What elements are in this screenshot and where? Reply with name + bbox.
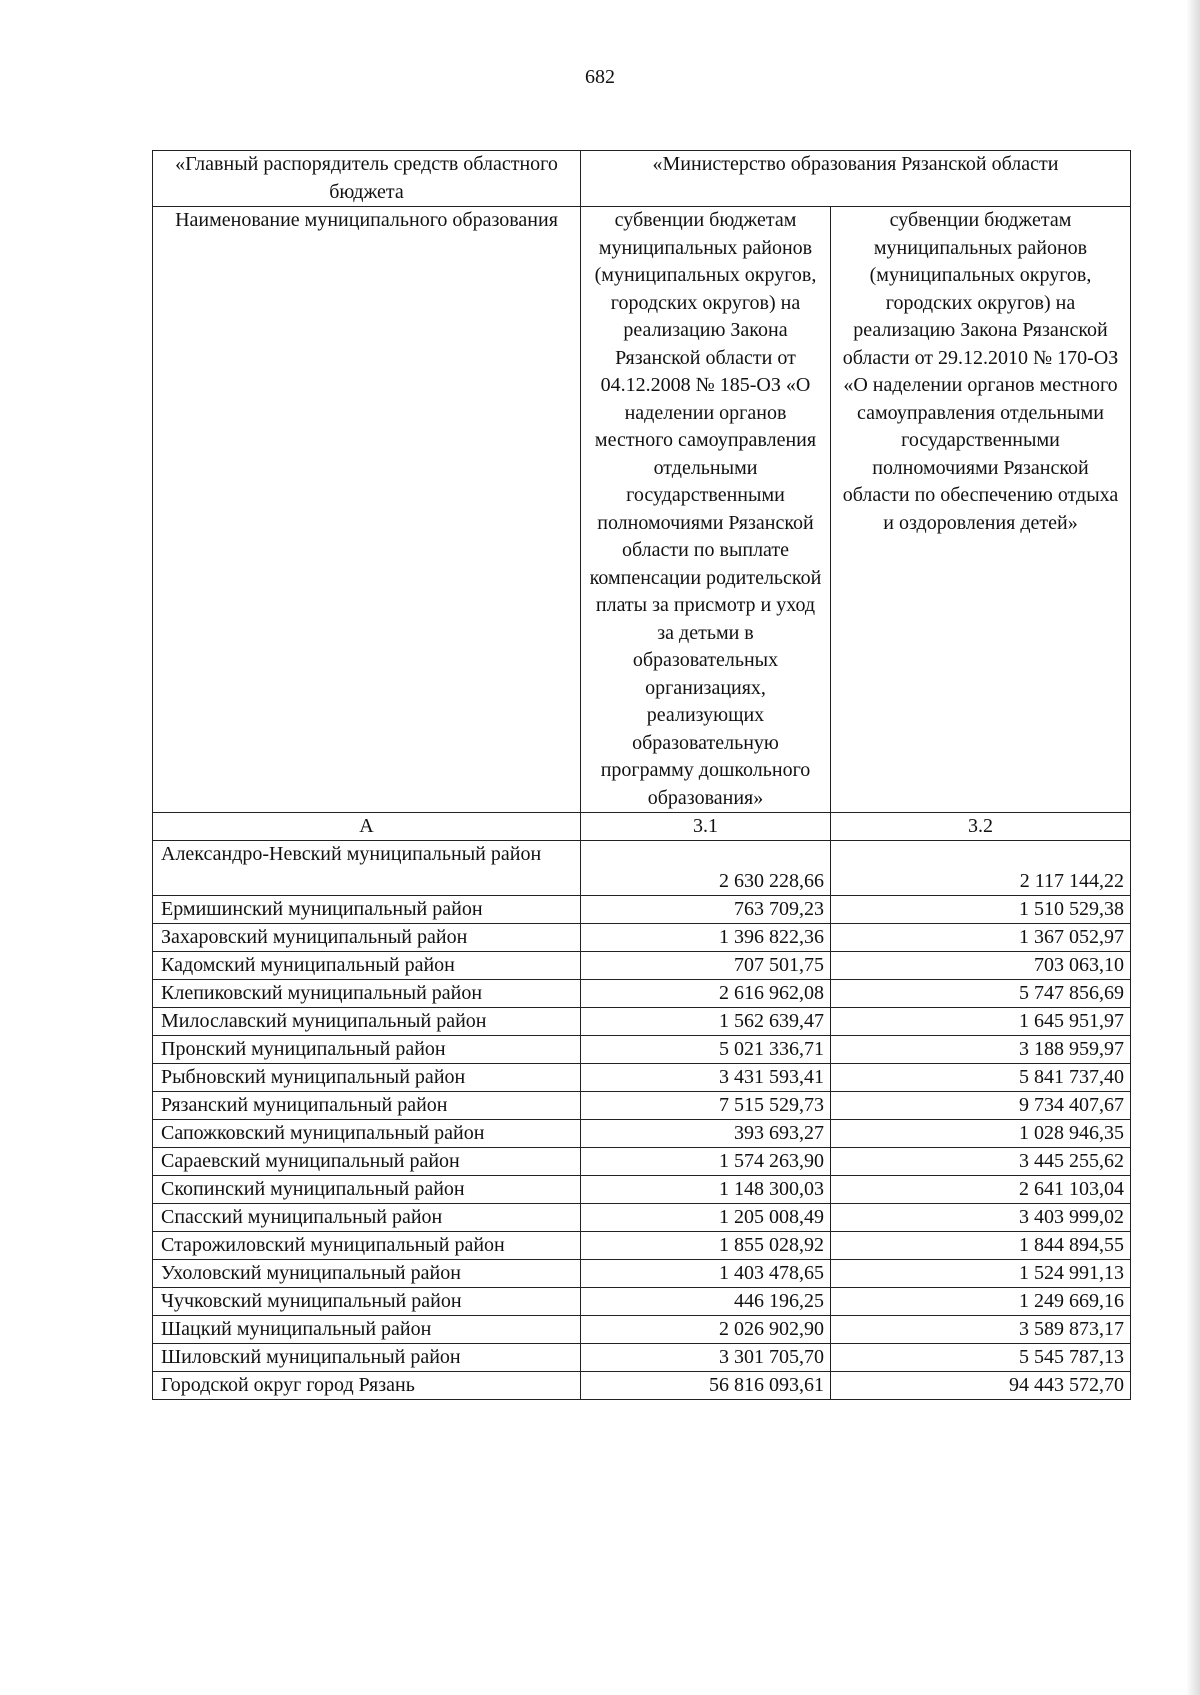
- value-3-1: 763 709,23: [581, 896, 831, 924]
- header-distributor-row: [153, 151, 1131, 207]
- page-number: 682: [585, 66, 615, 88]
- value-3-1: 707 501,75: [581, 952, 831, 980]
- distributor-label: «Главный распорядитель средств областного бюджета: [153, 151, 581, 207]
- value-3-1: 5 021 336,71: [581, 1036, 831, 1064]
- table-row: [153, 1344, 1131, 1372]
- municipality-name: Александро-Невский муниципальный район: [153, 841, 581, 896]
- index-3-2: 3.2: [831, 813, 1131, 841]
- budget-table: [152, 150, 1131, 1400]
- value-3-1: 1 403 478,65: [581, 1260, 831, 1288]
- value-3-1: 1 205 008,49: [581, 1204, 831, 1232]
- column-3-2-title: субвенции бюджетам муниципальных районов (муниципальных округов, городских округов) на реализацию Закона Рязанской области от 29.12.2010 № 170-ОЗ «О наделении органов местного самоуправления отдельными государственными полномочиями Рязанской области по обеспечению отдыха и оздоровления детей»: [831, 207, 1131, 813]
- table-row: [153, 1008, 1131, 1036]
- table-row: [153, 1372, 1131, 1400]
- value-3-2: 3 589 873,17: [831, 1316, 1131, 1344]
- value-3-2: 1 510 529,38: [831, 896, 1131, 924]
- value-3-2: 9 734 407,67: [831, 1092, 1131, 1120]
- table-row: [153, 1120, 1131, 1148]
- municipality-name: Шиловский муниципальный район: [153, 1344, 581, 1372]
- value-3-1: 1 396 822,36: [581, 924, 831, 952]
- municipality-name: Сараевский муниципальный район: [153, 1148, 581, 1176]
- column-name-label: Наименование муниципального образования: [153, 207, 581, 813]
- value-3-2: 1 844 894,55: [831, 1232, 1131, 1260]
- value-3-2: 703 063,10: [831, 952, 1131, 980]
- municipality-name: Пронский муниципальный район: [153, 1036, 581, 1064]
- municipality-name: Спасский муниципальный район: [153, 1204, 581, 1232]
- value-3-2: 1 645 951,97: [831, 1008, 1131, 1036]
- municipality-name: Кадомский муниципальный район: [153, 952, 581, 980]
- value-3-1: 7 515 529,73: [581, 1092, 831, 1120]
- municipality-name: Скопинский муниципальный район: [153, 1176, 581, 1204]
- value-3-2: 5 841 737,40: [831, 1064, 1131, 1092]
- table-row: [153, 1288, 1131, 1316]
- value-3-1: 1 574 263,90: [581, 1148, 831, 1176]
- value-3-1: 393 693,27: [581, 1120, 831, 1148]
- value-3-2: 1 249 669,16: [831, 1288, 1131, 1316]
- municipality-name: Ермишинский муниципальный район: [153, 896, 581, 924]
- table-row: [153, 1232, 1131, 1260]
- value-3-1: 1 562 639,47: [581, 1008, 831, 1036]
- table-row: [153, 896, 1131, 924]
- municipality-name: Рыбновский муниципальный район: [153, 1064, 581, 1092]
- municipality-name: Старожиловский муниципальный район: [153, 1232, 581, 1260]
- table-row: [153, 980, 1131, 1008]
- municipality-name: Ухоловский муниципальный район: [153, 1260, 581, 1288]
- value-3-1: 2 616 962,08: [581, 980, 831, 1008]
- table-row: [153, 1176, 1131, 1204]
- column-3-1-title: субвенции бюджетам муниципальных районов (муниципальных округов, городских округов) на реализацию Закона Рязанской области от 04.12.2008 № 185-ОЗ «О наделении органов местного самоуправления отдельными государственными полномочиями Рязанской области по выплате компенсации родительской платы за присмотр и уход за детьми в образовательных организациях, реализующих образовательную программу дошкольного образования»: [581, 207, 831, 813]
- table-row: [153, 1260, 1131, 1288]
- table-row: [153, 1316, 1131, 1344]
- value-3-1: 2 026 902,90: [581, 1316, 831, 1344]
- municipality-name: Милославский муниципальный район: [153, 1008, 581, 1036]
- header-columns-row: [153, 207, 1131, 813]
- municipality-name: Захаровский муниципальный район: [153, 924, 581, 952]
- value-3-2: 2 641 103,04: [831, 1176, 1131, 1204]
- table-row: [153, 1204, 1131, 1232]
- value-3-2: 94 443 572,70: [831, 1372, 1131, 1400]
- value-3-2: 3 403 999,02: [831, 1204, 1131, 1232]
- municipality-name: Рязанский муниципальный район: [153, 1092, 581, 1120]
- value-3-1: 3 301 705,70: [581, 1344, 831, 1372]
- municipality-name: Клепиковский муниципальный район: [153, 980, 581, 1008]
- value-3-2: 2 117 144,22: [831, 841, 1131, 896]
- value-3-2: 1 367 052,97: [831, 924, 1131, 952]
- column-index-row: [153, 813, 1131, 841]
- value-3-1: 446 196,25: [581, 1288, 831, 1316]
- municipality-name: Чучковский муниципальный район: [153, 1288, 581, 1316]
- table-row: [153, 841, 1131, 896]
- value-3-2: 1 524 991,13: [831, 1260, 1131, 1288]
- value-3-1: 3 431 593,41: [581, 1064, 831, 1092]
- value-3-1: 56 816 093,61: [581, 1372, 831, 1400]
- index-3-1: 3.1: [581, 813, 831, 841]
- value-3-1: 2 630 228,66: [581, 841, 831, 896]
- municipality-name: Сапожковский муниципальный район: [153, 1120, 581, 1148]
- municipality-name: Городской округ город Рязань: [153, 1372, 581, 1400]
- table-row: [153, 1064, 1131, 1092]
- distributor-value: «Министерство образования Рязанской области: [581, 151, 1131, 207]
- table-row: [153, 924, 1131, 952]
- scan-edge-shadow: [1186, 0, 1200, 1695]
- value-3-2: 3 188 959,97: [831, 1036, 1131, 1064]
- value-3-2: 1 028 946,35: [831, 1120, 1131, 1148]
- table-row: [153, 1092, 1131, 1120]
- table-row: [153, 1036, 1131, 1064]
- value-3-1: 1 855 028,92: [581, 1232, 831, 1260]
- table-row: [153, 952, 1131, 980]
- value-3-2: 5 545 787,13: [831, 1344, 1131, 1372]
- index-a: А: [153, 813, 581, 841]
- table-row: [153, 1148, 1131, 1176]
- value-3-1: 1 148 300,03: [581, 1176, 831, 1204]
- municipality-name: Шацкий муниципальный район: [153, 1316, 581, 1344]
- value-3-2: 3 445 255,62: [831, 1148, 1131, 1176]
- value-3-2: 5 747 856,69: [831, 980, 1131, 1008]
